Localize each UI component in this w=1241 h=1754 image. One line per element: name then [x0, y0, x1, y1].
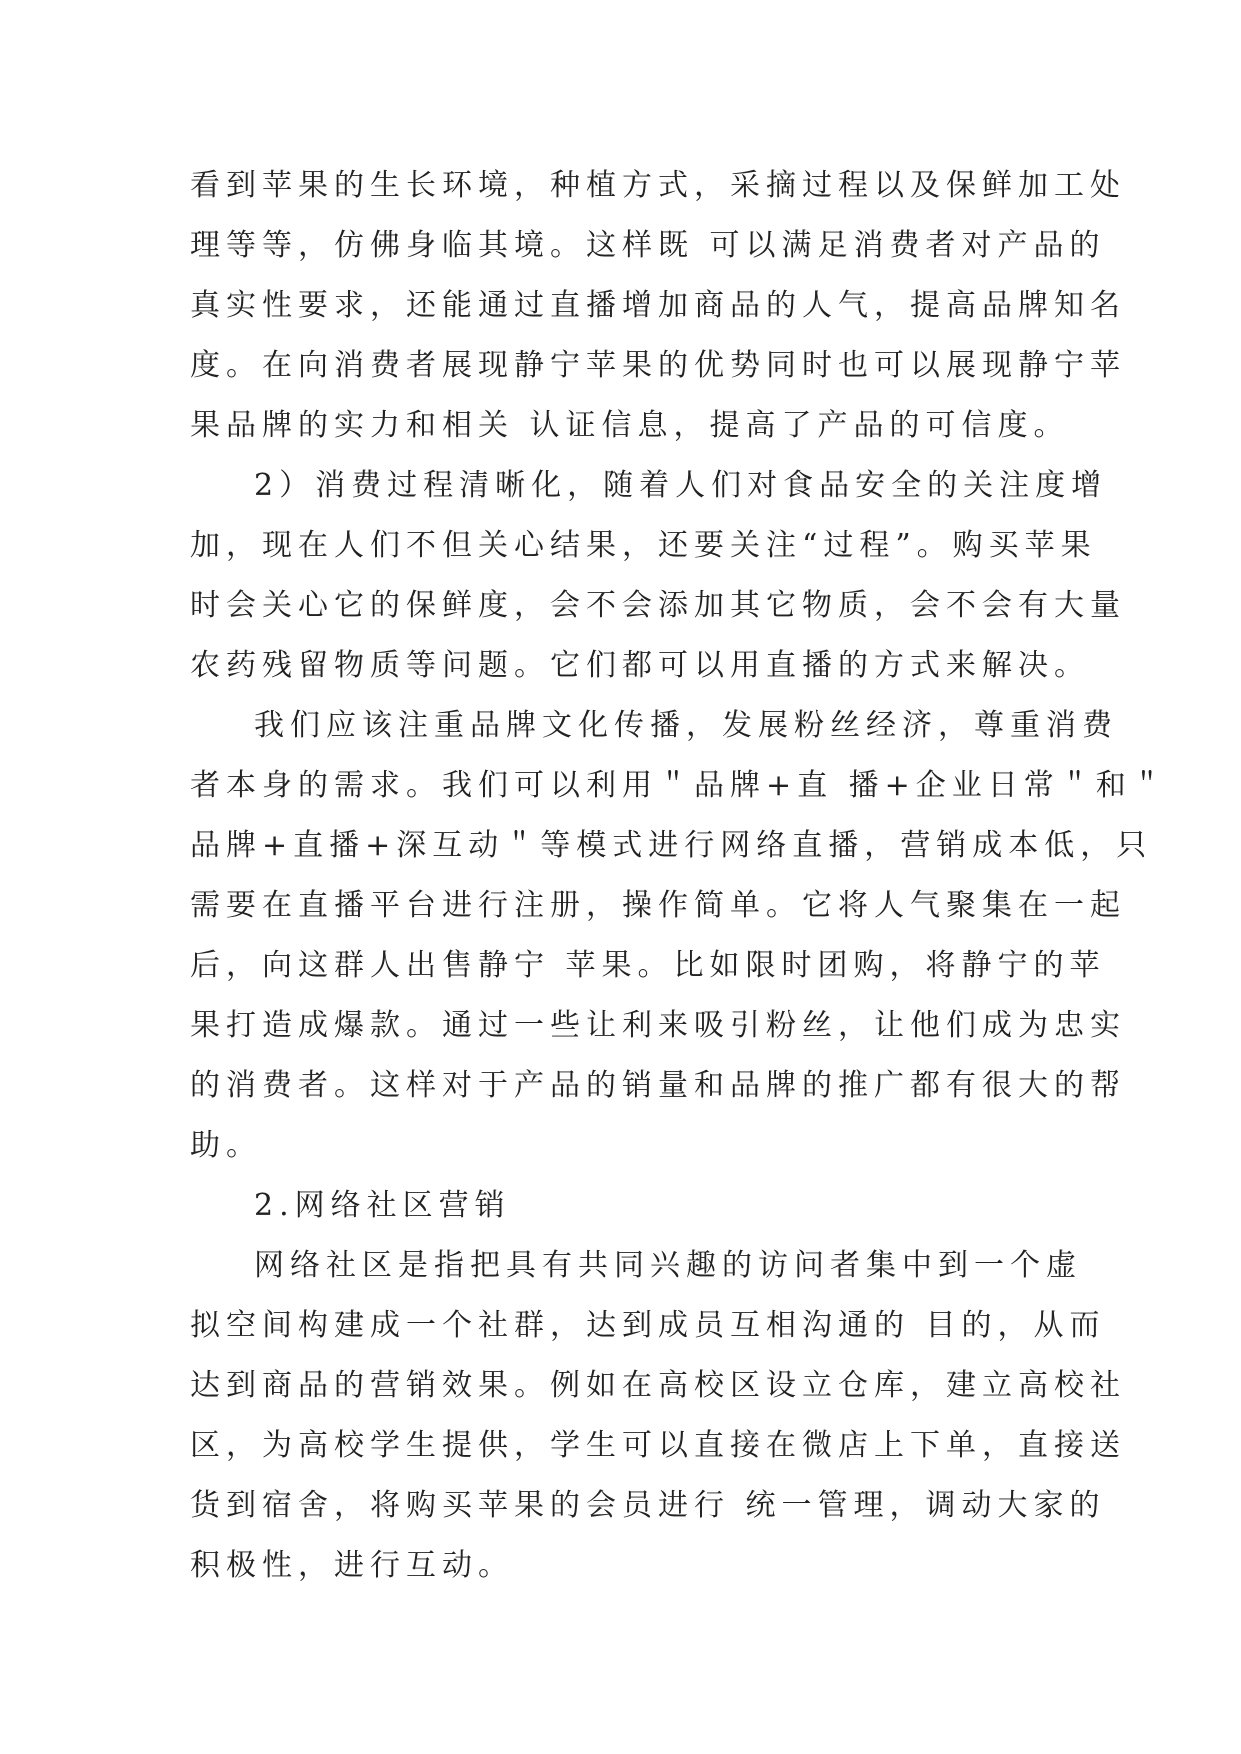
- paragraph-first-line: 2）消费过程清晰化，随着人们对食品安全的关注度增: [254, 468, 1108, 503]
- body-text: [190, 156, 1168, 1596]
- text-line: 品牌+直播+深互动＂等模式进行网络直播，营销成本低，只: [190, 828, 1153, 863]
- text-line: 果品牌的实力和相关 认证信息，提高了产品的可信度。: [190, 408, 1070, 443]
- text-line: 农药残留物质等问题。它们都可以用直播的方式来解决。: [190, 648, 1090, 683]
- text-line: 果打造成爆款。通过一些让利来吸引粉丝，让他们成为忠实: [190, 1008, 1126, 1043]
- text-line: 区，为高校学生提供，学生可以直接在微店上下单，直接送: [190, 1428, 1126, 1463]
- text-line: 者本身的需求。我们可以利用＂品牌+直 播+企业日常＂和＂: [190, 768, 1168, 803]
- text-line: 理等等，仿佛身临其境。这样既 可以满足消费者对产品的: [190, 228, 1106, 263]
- section-heading: 2.网络社区营销: [254, 1188, 511, 1223]
- text-line: 看到苹果的生长环境，种植方式，采摘过程以及保鲜加工处: [190, 168, 1126, 203]
- paragraph-first-line: 网络社区是指把具有共同兴趣的访问者集中到一个虚: [254, 1248, 1082, 1283]
- text-line: 助。: [190, 1128, 262, 1163]
- text-line: 后，向这群人出售静宁 苹果。比如限时团购，将静宁的苹: [190, 948, 1106, 983]
- text-line: 需要在直播平台进行注册，操作简单。它将人气聚集在一起: [190, 888, 1126, 923]
- text-line: 真实性要求，还能通过直播增加商品的人气，提高品牌知名: [190, 288, 1126, 323]
- text-line: 度。在向消费者展现静宁苹果的优势同时也可以展现静宁苹: [190, 348, 1126, 383]
- text-line: 达到商品的营销效果。例如在高校区设立仓库，建立高校社: [190, 1368, 1126, 1403]
- text-line: 积极性，进行互动。: [190, 1548, 514, 1583]
- paragraph-first-line: 我们应该注重品牌文化传播，发展粉丝经济，尊重消费: [254, 708, 1118, 743]
- text-line: 加，现在人们不但关心结果，还要关注“过程”。购买苹果: [190, 528, 1097, 563]
- text-line: 的消费者。这样对于产品的销量和品牌的推广都有很大的帮: [190, 1068, 1126, 1103]
- text-line: 时会关心它的保鲜度，会不会添加其它物质，会不会有大量: [190, 588, 1126, 623]
- text-line: 货到宿舍，将购买苹果的会员进行 统一管理，调动大家的: [190, 1488, 1106, 1523]
- text-line: 拟空间构建成一个社群，达到成员互相沟通的 目的，从而: [190, 1308, 1106, 1343]
